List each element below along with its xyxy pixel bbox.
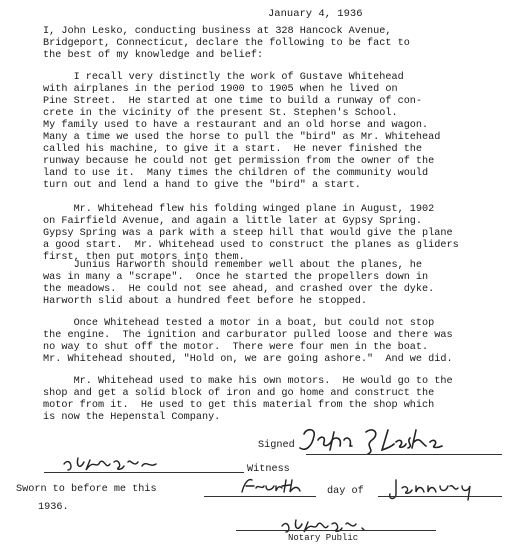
intro-line-3: the best of my knowledge and belief: bbox=[43, 50, 264, 61]
day-line bbox=[204, 496, 316, 497]
day-label: day of bbox=[327, 486, 364, 497]
signature-line bbox=[306, 454, 502, 455]
lesko-signature bbox=[296, 424, 456, 458]
p5-line-2: shop and get a solid block of iron and go home and construct the bbox=[43, 388, 435, 399]
p4-line-2: the engine. The ignition and carburator pulled loose and there was bbox=[43, 330, 453, 341]
month-line bbox=[378, 496, 502, 497]
p1-line-6: Many a time we used the horse to pull the "bird" as Mr. Whitehead bbox=[43, 132, 441, 143]
p1-line-9: land to use it. Many times the children of the community would bbox=[43, 168, 429, 179]
p5-line-1: Mr. Whitehead used to make his own motors. He would go to the bbox=[43, 376, 453, 387]
p2-line-2: on Fairfield Avenue, and again a little later at Gypsy Spring. bbox=[43, 216, 423, 227]
p1-line-1: I recall very distinctly the work of Gustave Whitehead bbox=[43, 72, 404, 83]
day-handwritten bbox=[238, 476, 308, 496]
p1-line-4: crete in the vicinity of the present St. Stephen's School. bbox=[43, 108, 398, 119]
p1-line-2: with airplanes in the period 1900 to 1905 when he lived on bbox=[43, 84, 398, 95]
witness-label: Witness bbox=[247, 464, 290, 475]
document-date: January 4, 1936 bbox=[268, 8, 363, 20]
p3-line-1: Junius Harworth should remember well about the planes, he bbox=[43, 260, 423, 271]
p1-line-5: My family used to have a restaurant and an old horse and wagon. bbox=[43, 120, 429, 131]
p1-line-7: called his machine, to give it a start. He never finished the bbox=[43, 144, 423, 155]
witness-signature bbox=[60, 452, 170, 474]
intro-line-2: Bridgeport, Connecticut, declare the following to be fact to bbox=[43, 38, 410, 49]
notary-line bbox=[236, 530, 436, 531]
p2-line-3: Gypsy Spring was a park with a steep hill that would give the plane bbox=[43, 228, 453, 239]
p3-line-4: Harworth slid about a hundred feet before he stopped. bbox=[43, 296, 368, 307]
p3-line-3: the meadows. He could not see ahead, and crashed over the dyke. bbox=[43, 284, 435, 295]
p1-line-10: turn out and lend a hand to give the "bird" a start. bbox=[43, 180, 361, 191]
p4-line-3: no way to shut off the motor. There were four men in the boat. bbox=[43, 342, 429, 353]
sworn-label: Sworn to before me this bbox=[16, 484, 157, 495]
p5-line-3: motor from it. He used to get this material from the shop which bbox=[43, 400, 435, 411]
p2-line-5: first, then put motors into them. bbox=[43, 252, 245, 263]
p2-line-1: Mr. Whitehead flew his folding winged plane in August, 1902 bbox=[43, 204, 435, 215]
signed-label: Signed bbox=[258, 440, 295, 451]
notary-label: Notary Public bbox=[288, 533, 359, 543]
p4-line-4: Mr. Whitehead shouted, "Hold on, we are going ashore." And we did. bbox=[43, 354, 453, 365]
p3-line-2: was in many a "scrape". Once he started the propellers down in bbox=[43, 272, 429, 283]
witness-line bbox=[44, 472, 244, 473]
p4-line-1: Once Whitehead tested a motor in a boat, but could not stop bbox=[43, 318, 435, 329]
intro-line-1: I, John Lesko, conducting business at 328 Hancock Avenue, bbox=[43, 26, 392, 37]
p1-line-3: Pine Street. He started at one time to build a runway of con- bbox=[43, 96, 423, 107]
p1-line-8: runway because he could not get permission from the owner of the bbox=[43, 156, 435, 167]
p2-line-4: a good start. Mr. Whitehead used to construct the planes as gliders bbox=[43, 240, 459, 251]
month-handwritten bbox=[384, 476, 474, 502]
p5-line-4: is now the Hepenstal Company. bbox=[43, 412, 221, 423]
year-label: 1936. bbox=[38, 502, 69, 513]
